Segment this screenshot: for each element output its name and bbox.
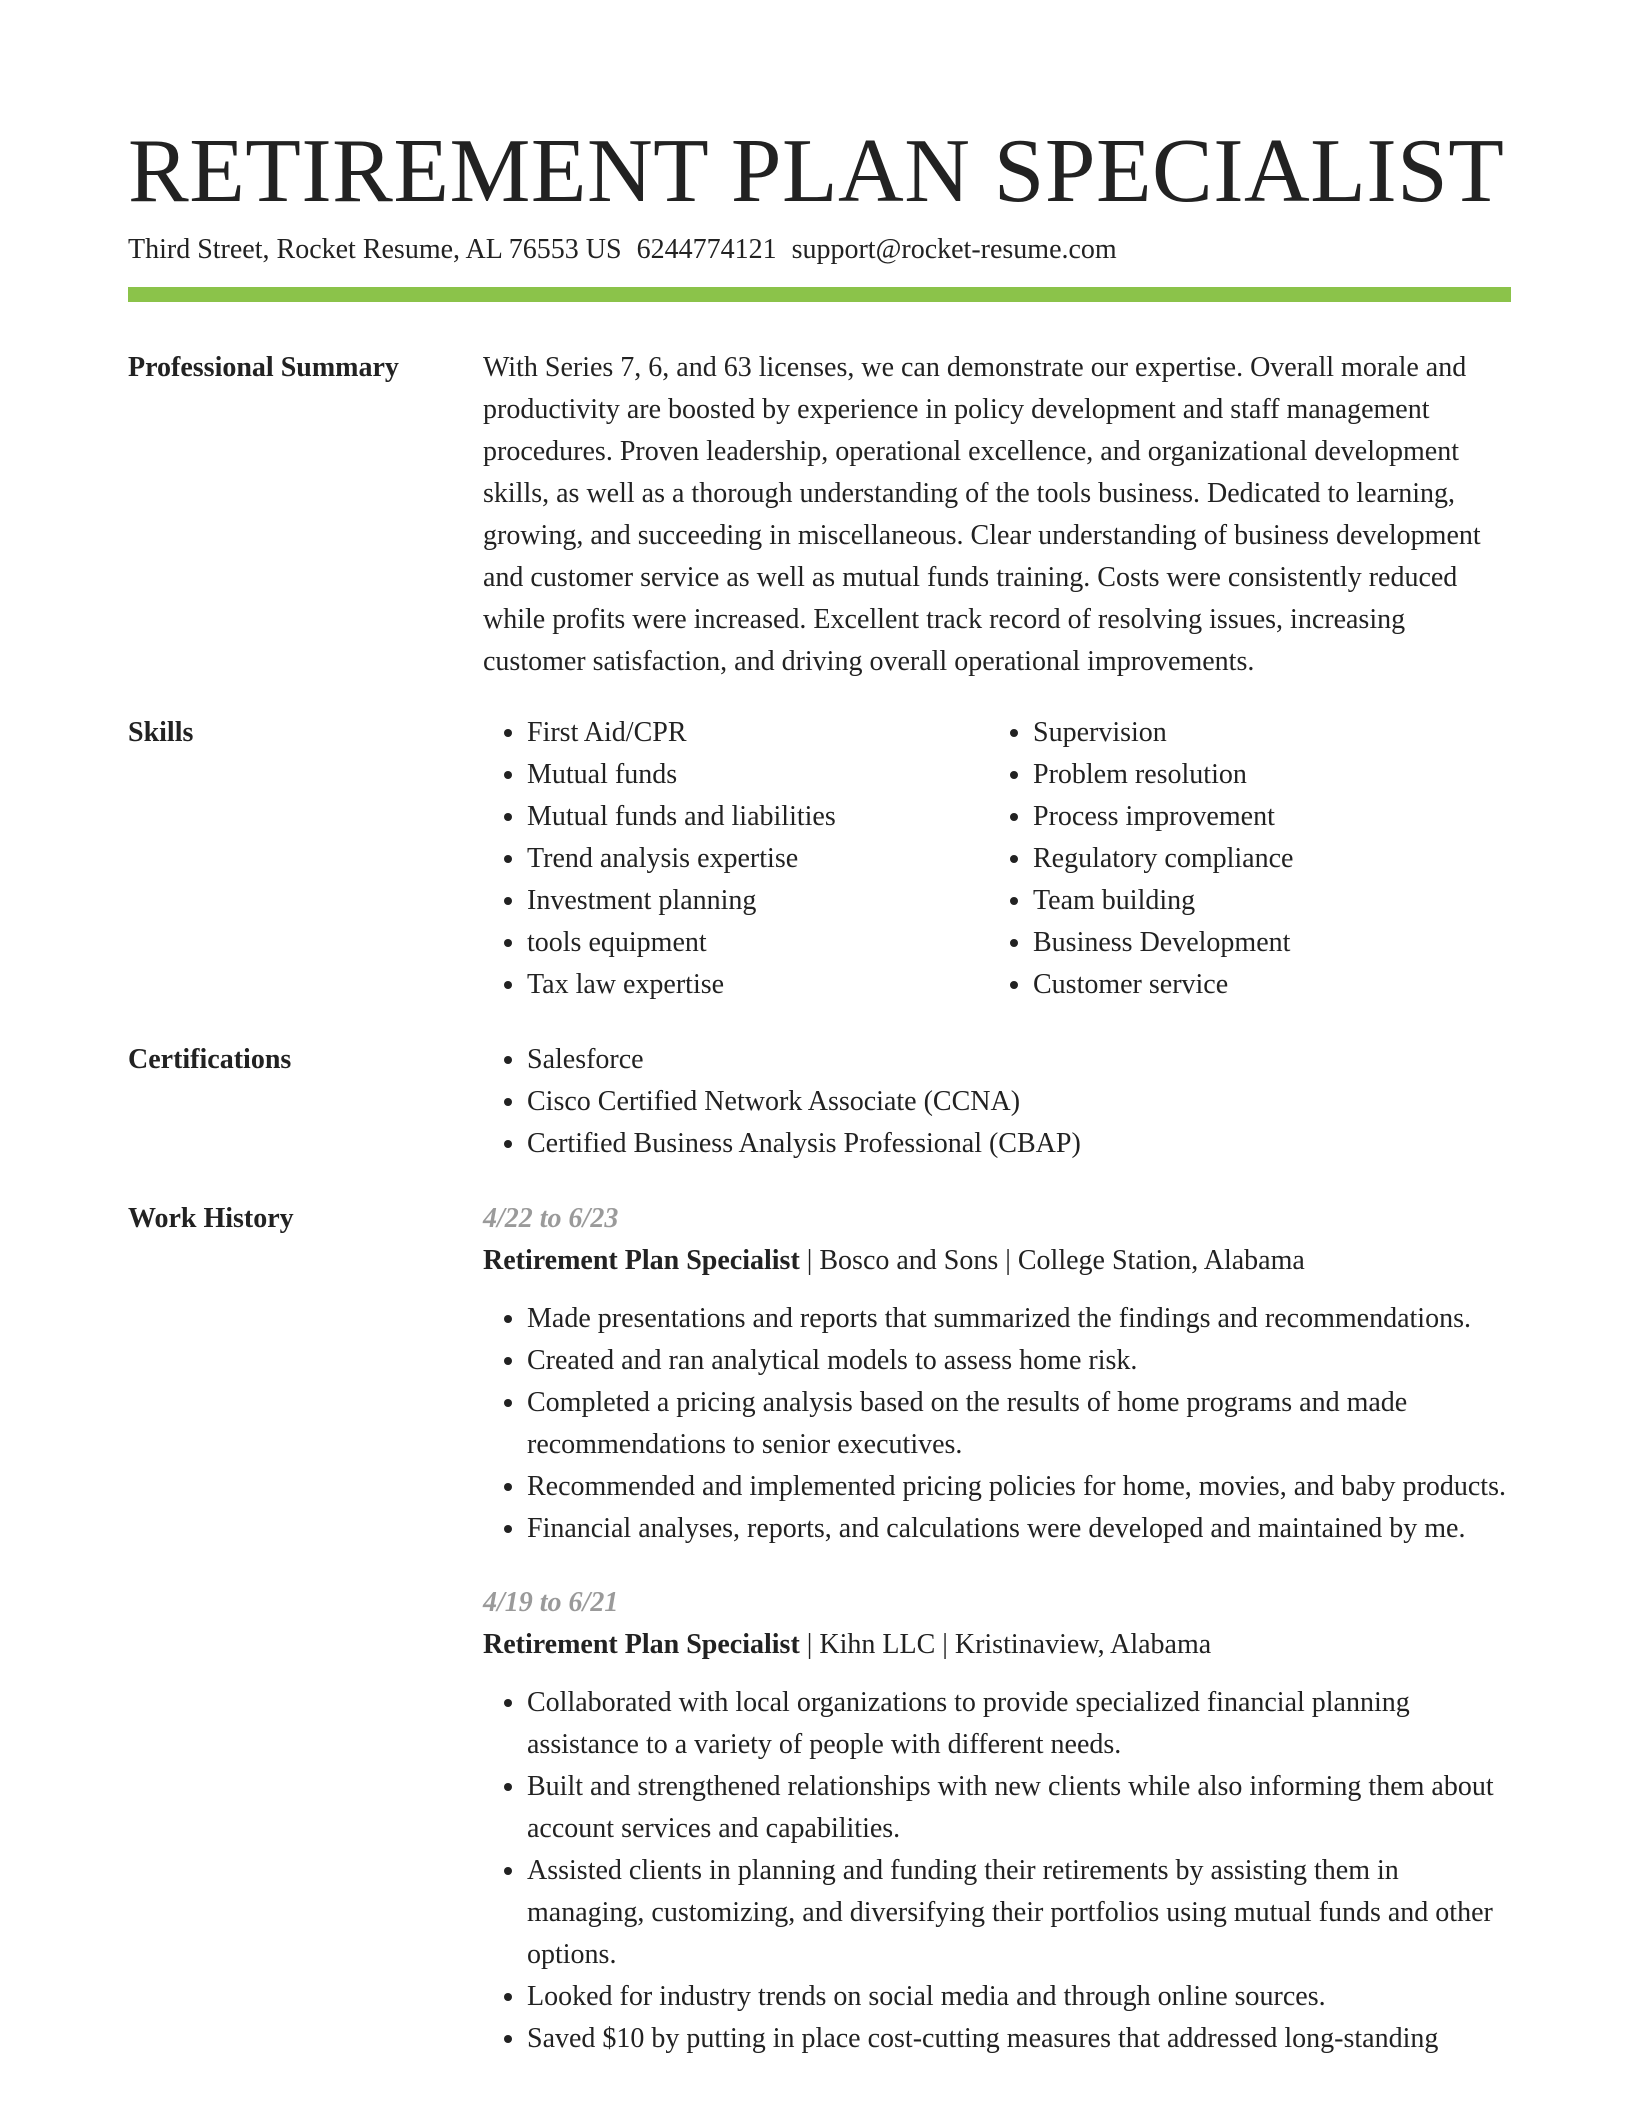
job-heading [483, 1624, 1511, 1666]
job-bullet: • Made presentations and reports that summarized the findings and recommendations. [527, 1298, 1511, 1340]
job-company-location: | Bosco and Sons | College Station, Alabama [799, 1245, 1305, 1276]
job-bullet: • Built and strengthened relationships with new clients while also informing them about account services and capabilities. [527, 1766, 1511, 1850]
skill-item: • tools equipment [527, 922, 989, 964]
job-dates: 4/22 to 6/23 [483, 1203, 619, 1234]
skills-list-right [989, 712, 1553, 1006]
skill-item: • Mutual funds and liabilities [527, 796, 989, 838]
phone-text: 6244774121 [636, 234, 777, 265]
job-bullets [483, 1298, 1511, 1550]
job-bullet: • Recommended and implemented pricing policies for home, movies, and baby products. [527, 1466, 1511, 1508]
address-text: Third Street, Rocket Resume, AL 76553 US [128, 234, 622, 265]
job-dates: 4/19 to 6/21 [483, 1587, 619, 1618]
job-role: Retirement Plan Specialist [483, 1245, 800, 1276]
certification-item: • Cisco Certified Network Associate (CCNA) [527, 1081, 1511, 1123]
contact-line [128, 232, 1117, 268]
skill-item: • Business Development [1033, 922, 1553, 964]
skill-item: • Process improvement [1033, 796, 1553, 838]
job-role: Retirement Plan Specialist [483, 1629, 800, 1660]
skill-item: • Problem resolution [1033, 754, 1553, 796]
certifications-list [483, 1039, 1511, 1165]
job-company-location: | Kihn LLC | Kristinaview, Alabama [799, 1629, 1212, 1660]
job-bullet: • Looked for industry trends on social media and through online sources. [527, 1976, 1511, 2018]
summary-heading: Professional Summary [128, 352, 399, 383]
skills-heading: Skills [128, 717, 194, 748]
skill-item: • Mutual funds [527, 754, 989, 796]
job-entry [483, 1198, 1511, 1550]
work-history-heading: Work History [128, 1203, 294, 1234]
skill-item: • First Aid/CPR [527, 712, 989, 754]
job-bullet: • Saved $10 by putting in place cost-cutting measures that addressed long-standing [527, 2018, 1511, 2060]
job-bullet: • Completed a pricing analysis based on the results of home programs and made recommendations to senior executives. [527, 1382, 1511, 1466]
skill-item: • Supervision [1033, 712, 1553, 754]
candidate-title: RETIREMENT PLAN SPECIALIST [128, 120, 1505, 221]
job-bullet: • Created and ran analytical models to assess home risk. [527, 1340, 1511, 1382]
header-divider [128, 287, 1511, 302]
certification-item: • Salesforce [527, 1039, 1511, 1081]
skill-item: • Investment planning [527, 880, 989, 922]
skill-item: • Customer service [1033, 964, 1553, 1006]
job-bullet: • Financial analyses, reports, and calculations were developed and maintained by me. [527, 1508, 1511, 1550]
job-bullet: • Assisted clients in planning and funding their retirements by assisting them in managing, customizing, and diversifying their portfolios using mutual funds and other options. [527, 1850, 1511, 1976]
email-text: support@rocket-resume.com [791, 234, 1117, 265]
skills-list-left [483, 712, 989, 1006]
job-heading [483, 1240, 1511, 1282]
skill-item: • Regulatory compliance [1033, 838, 1553, 880]
skill-item: • Team building [1033, 880, 1553, 922]
job-bullet: • Collaborated with local organizations to provide specialized financial planning assistance to a variety of people with different needs. [527, 1682, 1511, 1766]
skill-item: • Trend analysis expertise [527, 838, 989, 880]
summary-text: With Series 7, 6, and 63 licenses, we can demonstrate our expertise. Overall morale and productivity are boosted by experience in policy development and staff management procedures. Proven leadership, operational excellence, and organizational development skills, as well as a thorough understanding of the tools business. Dedicated to learning, growing, and succeeding in miscellaneous. Clear understanding of business development and customer service as well as mutual funds training. Costs were consistently reduced while profits were increased. Excellent track record of resolving issues, increasing customer satisfaction, and driving overall operational improvements. [483, 352, 1481, 677]
job-entry [483, 1582, 1511, 2060]
skill-item: • Tax law expertise [527, 964, 989, 1006]
job-bullets [483, 1682, 1511, 2060]
certification-item: • Certified Business Analysis Professional (CBAP) [527, 1123, 1511, 1165]
certifications-heading: Certifications [128, 1044, 292, 1075]
